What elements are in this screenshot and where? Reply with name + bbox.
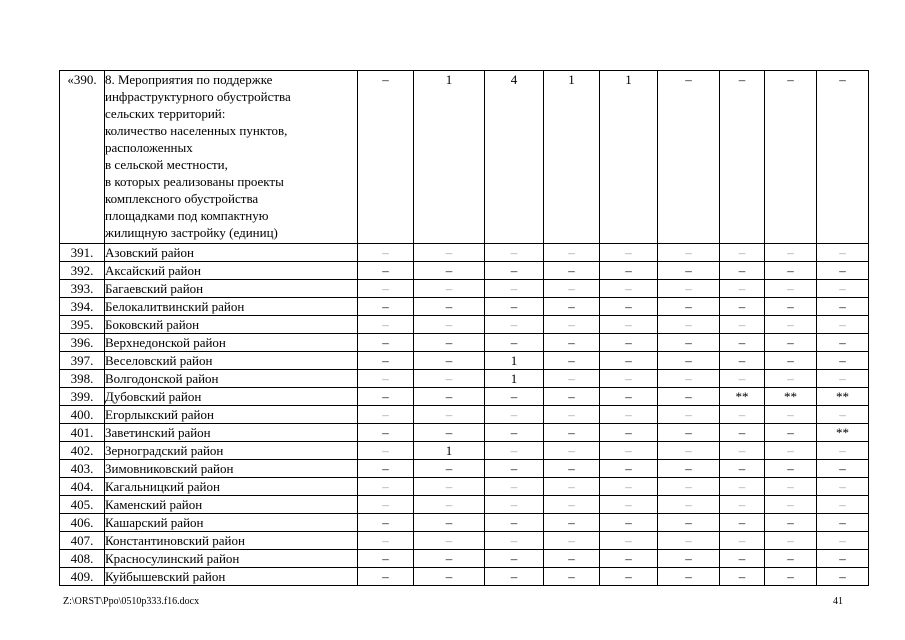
table-row [60,514,869,532]
value-cell: – [765,316,817,334]
value-cell: – [720,352,765,370]
value-cell: – [765,262,817,280]
value-cell: – [658,406,720,424]
value-cell: – [414,388,485,406]
value-cell: – [658,496,720,514]
value-cell: – [765,550,817,568]
value-cell: – [658,244,720,262]
value-cell: – [485,406,544,424]
value-cell: – [544,406,600,424]
value-cell: – [765,298,817,316]
table-row [60,424,869,442]
data-table [59,70,869,586]
value-cell: – [765,478,817,496]
value-cell: – [414,262,485,280]
value-cell: – [817,478,869,496]
value-cell: – [358,352,414,370]
value-cell: – [358,406,414,424]
value-cell: – [544,262,600,280]
row-number: 408. [60,550,105,568]
value-cell: – [485,568,544,586]
value-cell: 1 [485,370,544,388]
value-cell: – [720,406,765,424]
value-cell: – [600,532,658,550]
value-cell: – [485,424,544,442]
district-name: Багаевский район [105,280,358,298]
row-number: 391. [60,244,105,262]
value-cell: – [720,550,765,568]
description-line: комплексного обустройства [105,191,259,206]
row-number: 402. [60,442,105,460]
value-cell: – [600,334,658,352]
value-cell: – [720,532,765,550]
value-cell: – [817,550,869,568]
value-cell: – [817,514,869,532]
value-cell: – [658,280,720,298]
value-cell: – [765,442,817,460]
district-name: Кашарский район [105,514,358,532]
value-cell: – [600,550,658,568]
value-cell: – [720,71,765,244]
table-row [60,406,869,424]
value-cell: – [358,334,414,352]
value-cell: – [485,550,544,568]
district-name: Верхнедонской район [105,334,358,352]
value-cell: – [720,478,765,496]
value-cell: – [817,298,869,316]
value-cell: – [600,568,658,586]
row-description [105,71,358,244]
description-line: площадками под компактную [105,208,269,223]
value-cell: – [765,514,817,532]
value-cell: – [765,370,817,388]
table-row [60,262,869,280]
value-cell: ** [817,424,869,442]
district-name: Веселовский район [105,352,358,370]
value-cell: – [544,424,600,442]
district-name: Егорлыкский район [105,406,358,424]
value-cell: ** [720,388,765,406]
value-cell: 1 [600,71,658,244]
value-cell: – [765,460,817,478]
value-cell: – [358,568,414,586]
value-cell: – [358,514,414,532]
value-cell: – [485,298,544,316]
value-cell: – [358,316,414,334]
value-cell: – [658,478,720,496]
value-cell: – [658,568,720,586]
value-cell: – [485,388,544,406]
value-cell: – [765,568,817,586]
value-cell: – [414,496,485,514]
value-cell: – [600,352,658,370]
value-cell: – [414,352,485,370]
value-cell: – [485,316,544,334]
value-cell: – [817,370,869,388]
table-row [60,280,869,298]
value-cell: 4 [485,71,544,244]
value-cell: – [765,334,817,352]
value-cell: – [358,388,414,406]
value-cell: – [817,568,869,586]
value-cell: – [485,532,544,550]
value-cell: – [358,71,414,244]
description-line: в которых реализованы проекты [105,174,284,189]
value-cell: – [485,334,544,352]
value-cell: – [720,334,765,352]
row-number: 396. [60,334,105,352]
value-cell: – [658,388,720,406]
description-line: 8. Мероприятия по поддержке [105,72,273,87]
description-line: инфраструктурного обустройства [105,89,291,104]
value-cell: – [720,370,765,388]
value-cell: 1 [485,352,544,370]
value-cell: – [600,460,658,478]
value-cell: – [658,316,720,334]
district-name: Зимовниковский район [105,460,358,478]
value-cell: – [720,514,765,532]
value-cell: – [358,532,414,550]
row-number: 409. [60,568,105,586]
value-cell: – [720,298,765,316]
value-cell: – [720,568,765,586]
district-name: Боковский район [105,316,358,334]
row-number: 392. [60,262,105,280]
value-cell: – [485,442,544,460]
value-cell: – [720,442,765,460]
value-cell: – [544,532,600,550]
value-cell: – [414,280,485,298]
value-cell: ** [765,388,817,406]
value-cell: – [544,496,600,514]
value-cell: – [720,244,765,262]
value-cell: – [414,298,485,316]
table-row [60,316,869,334]
table-row-header [60,71,869,244]
value-cell: – [720,316,765,334]
value-cell: – [600,496,658,514]
value-cell: – [414,316,485,334]
value-cell: – [600,406,658,424]
district-name: Куйбышевский район [105,568,358,586]
value-cell: – [765,424,817,442]
value-cell: – [358,424,414,442]
value-cell: – [544,298,600,316]
value-cell: – [414,244,485,262]
value-cell: – [765,406,817,424]
value-cell: – [600,388,658,406]
district-name: Константиновский район [105,532,358,550]
value-cell: – [600,262,658,280]
row-number: 394. [60,298,105,316]
value-cell: – [817,262,869,280]
table-row [60,478,869,496]
value-cell: – [544,460,600,478]
value-cell: 1 [414,442,485,460]
row-number: 407. [60,532,105,550]
value-cell: – [544,388,600,406]
value-cell: – [358,298,414,316]
value-cell: – [358,496,414,514]
district-name: Дубовский район [105,388,358,406]
value-cell: – [358,244,414,262]
table-row [60,388,869,406]
value-cell: – [544,316,600,334]
row-number: 399. [60,388,105,406]
value-cell: – [817,496,869,514]
table-row [60,370,869,388]
table-row [60,550,869,568]
value-cell: – [720,424,765,442]
table-row [60,334,869,352]
value-cell: – [817,244,869,262]
district-name: Волгодонской район [105,370,358,388]
value-cell: – [485,460,544,478]
district-name: Каменский район [105,496,358,514]
value-cell: – [414,460,485,478]
district-name: Азовский район [105,244,358,262]
description-line: сельских территорий: [105,106,226,121]
value-cell: – [600,478,658,496]
value-cell: – [658,352,720,370]
value-cell: – [817,460,869,478]
district-name: Белокалитвинский район [105,298,358,316]
description-line: в сельской местности, [105,157,228,172]
value-cell: – [544,442,600,460]
value-cell: – [414,550,485,568]
row-number: 400. [60,406,105,424]
value-cell: – [600,424,658,442]
value-cell: – [720,262,765,280]
value-cell: – [765,532,817,550]
value-cell: – [600,442,658,460]
table-row [60,298,869,316]
value-cell: – [817,334,869,352]
row-number: 398. [60,370,105,388]
value-cell: – [414,478,485,496]
value-cell: – [658,298,720,316]
document-path: Z:\ORST\Ppo\0510p333.f16.docx [63,596,200,607]
value-cell: – [658,370,720,388]
district-name: Кагальницкий район [105,478,358,496]
value-cell: – [544,568,600,586]
value-cell: – [658,424,720,442]
row-number: 401. [60,424,105,442]
description-line: расположенных [105,140,193,155]
value-cell: – [600,316,658,334]
value-cell: – [485,244,544,262]
value-cell: – [765,496,817,514]
value-cell: – [358,280,414,298]
value-cell: – [358,442,414,460]
row-number: 403. [60,460,105,478]
value-cell: – [658,550,720,568]
value-cell: – [600,244,658,262]
value-cell: – [658,71,720,244]
value-cell: – [358,550,414,568]
value-cell: – [658,460,720,478]
value-cell: – [358,370,414,388]
value-cell: – [658,262,720,280]
value-cell: – [485,262,544,280]
value-cell: – [765,352,817,370]
value-cell: – [485,496,544,514]
value-cell: – [358,262,414,280]
value-cell: – [600,514,658,532]
value-cell: – [485,280,544,298]
value-cell: – [414,532,485,550]
value-cell: 1 [414,71,485,244]
value-cell: ** [817,388,869,406]
value-cell: – [414,370,485,388]
row-number: 404. [60,478,105,496]
value-cell: – [414,514,485,532]
value-cell: – [720,496,765,514]
value-cell: – [720,280,765,298]
description-line: количество населенных пунктов, [105,123,288,138]
value-cell: – [817,71,869,244]
table-row [60,568,869,586]
table-row [60,460,869,478]
row-number: 406. [60,514,105,532]
row-number: 393. [60,280,105,298]
value-cell: – [358,478,414,496]
value-cell: – [544,280,600,298]
value-cell: – [544,352,600,370]
value-cell: – [485,514,544,532]
page-number: 41 [833,596,843,607]
description-line: жилищную застройку (единиц) [105,225,278,240]
district-name: Красносулинский район [105,550,358,568]
value-cell: – [658,514,720,532]
value-cell: – [485,478,544,496]
row-number: 397. [60,352,105,370]
value-cell: – [765,71,817,244]
value-cell: – [658,442,720,460]
table-row [60,352,869,370]
value-cell: – [600,298,658,316]
value-cell: – [817,280,869,298]
value-cell: – [414,406,485,424]
table-row [60,532,869,550]
value-cell: – [544,370,600,388]
value-cell: 1 [544,71,600,244]
district-name: Аксайский район [105,262,358,280]
district-name: Заветинский район [105,424,358,442]
table-row [60,442,869,460]
value-cell: – [765,280,817,298]
value-cell: – [358,460,414,478]
value-cell: – [414,424,485,442]
value-cell: – [817,442,869,460]
value-cell: – [600,280,658,298]
value-cell: – [544,244,600,262]
district-name: Зерноградский район [105,442,358,460]
value-cell: – [414,334,485,352]
table-row [60,496,869,514]
value-cell: – [817,316,869,334]
value-cell: – [544,334,600,352]
value-cell: – [817,352,869,370]
value-cell: – [544,514,600,532]
value-cell: – [817,406,869,424]
value-cell: – [600,370,658,388]
value-cell: – [720,460,765,478]
value-cell: – [544,478,600,496]
value-cell: – [658,334,720,352]
table-row [60,244,869,262]
value-cell: – [544,550,600,568]
value-cell: – [817,532,869,550]
value-cell: – [658,532,720,550]
row-number: 395. [60,316,105,334]
row-number: 405. [60,496,105,514]
value-cell: – [765,244,817,262]
row-number: «390. [60,71,105,244]
value-cell: – [414,568,485,586]
